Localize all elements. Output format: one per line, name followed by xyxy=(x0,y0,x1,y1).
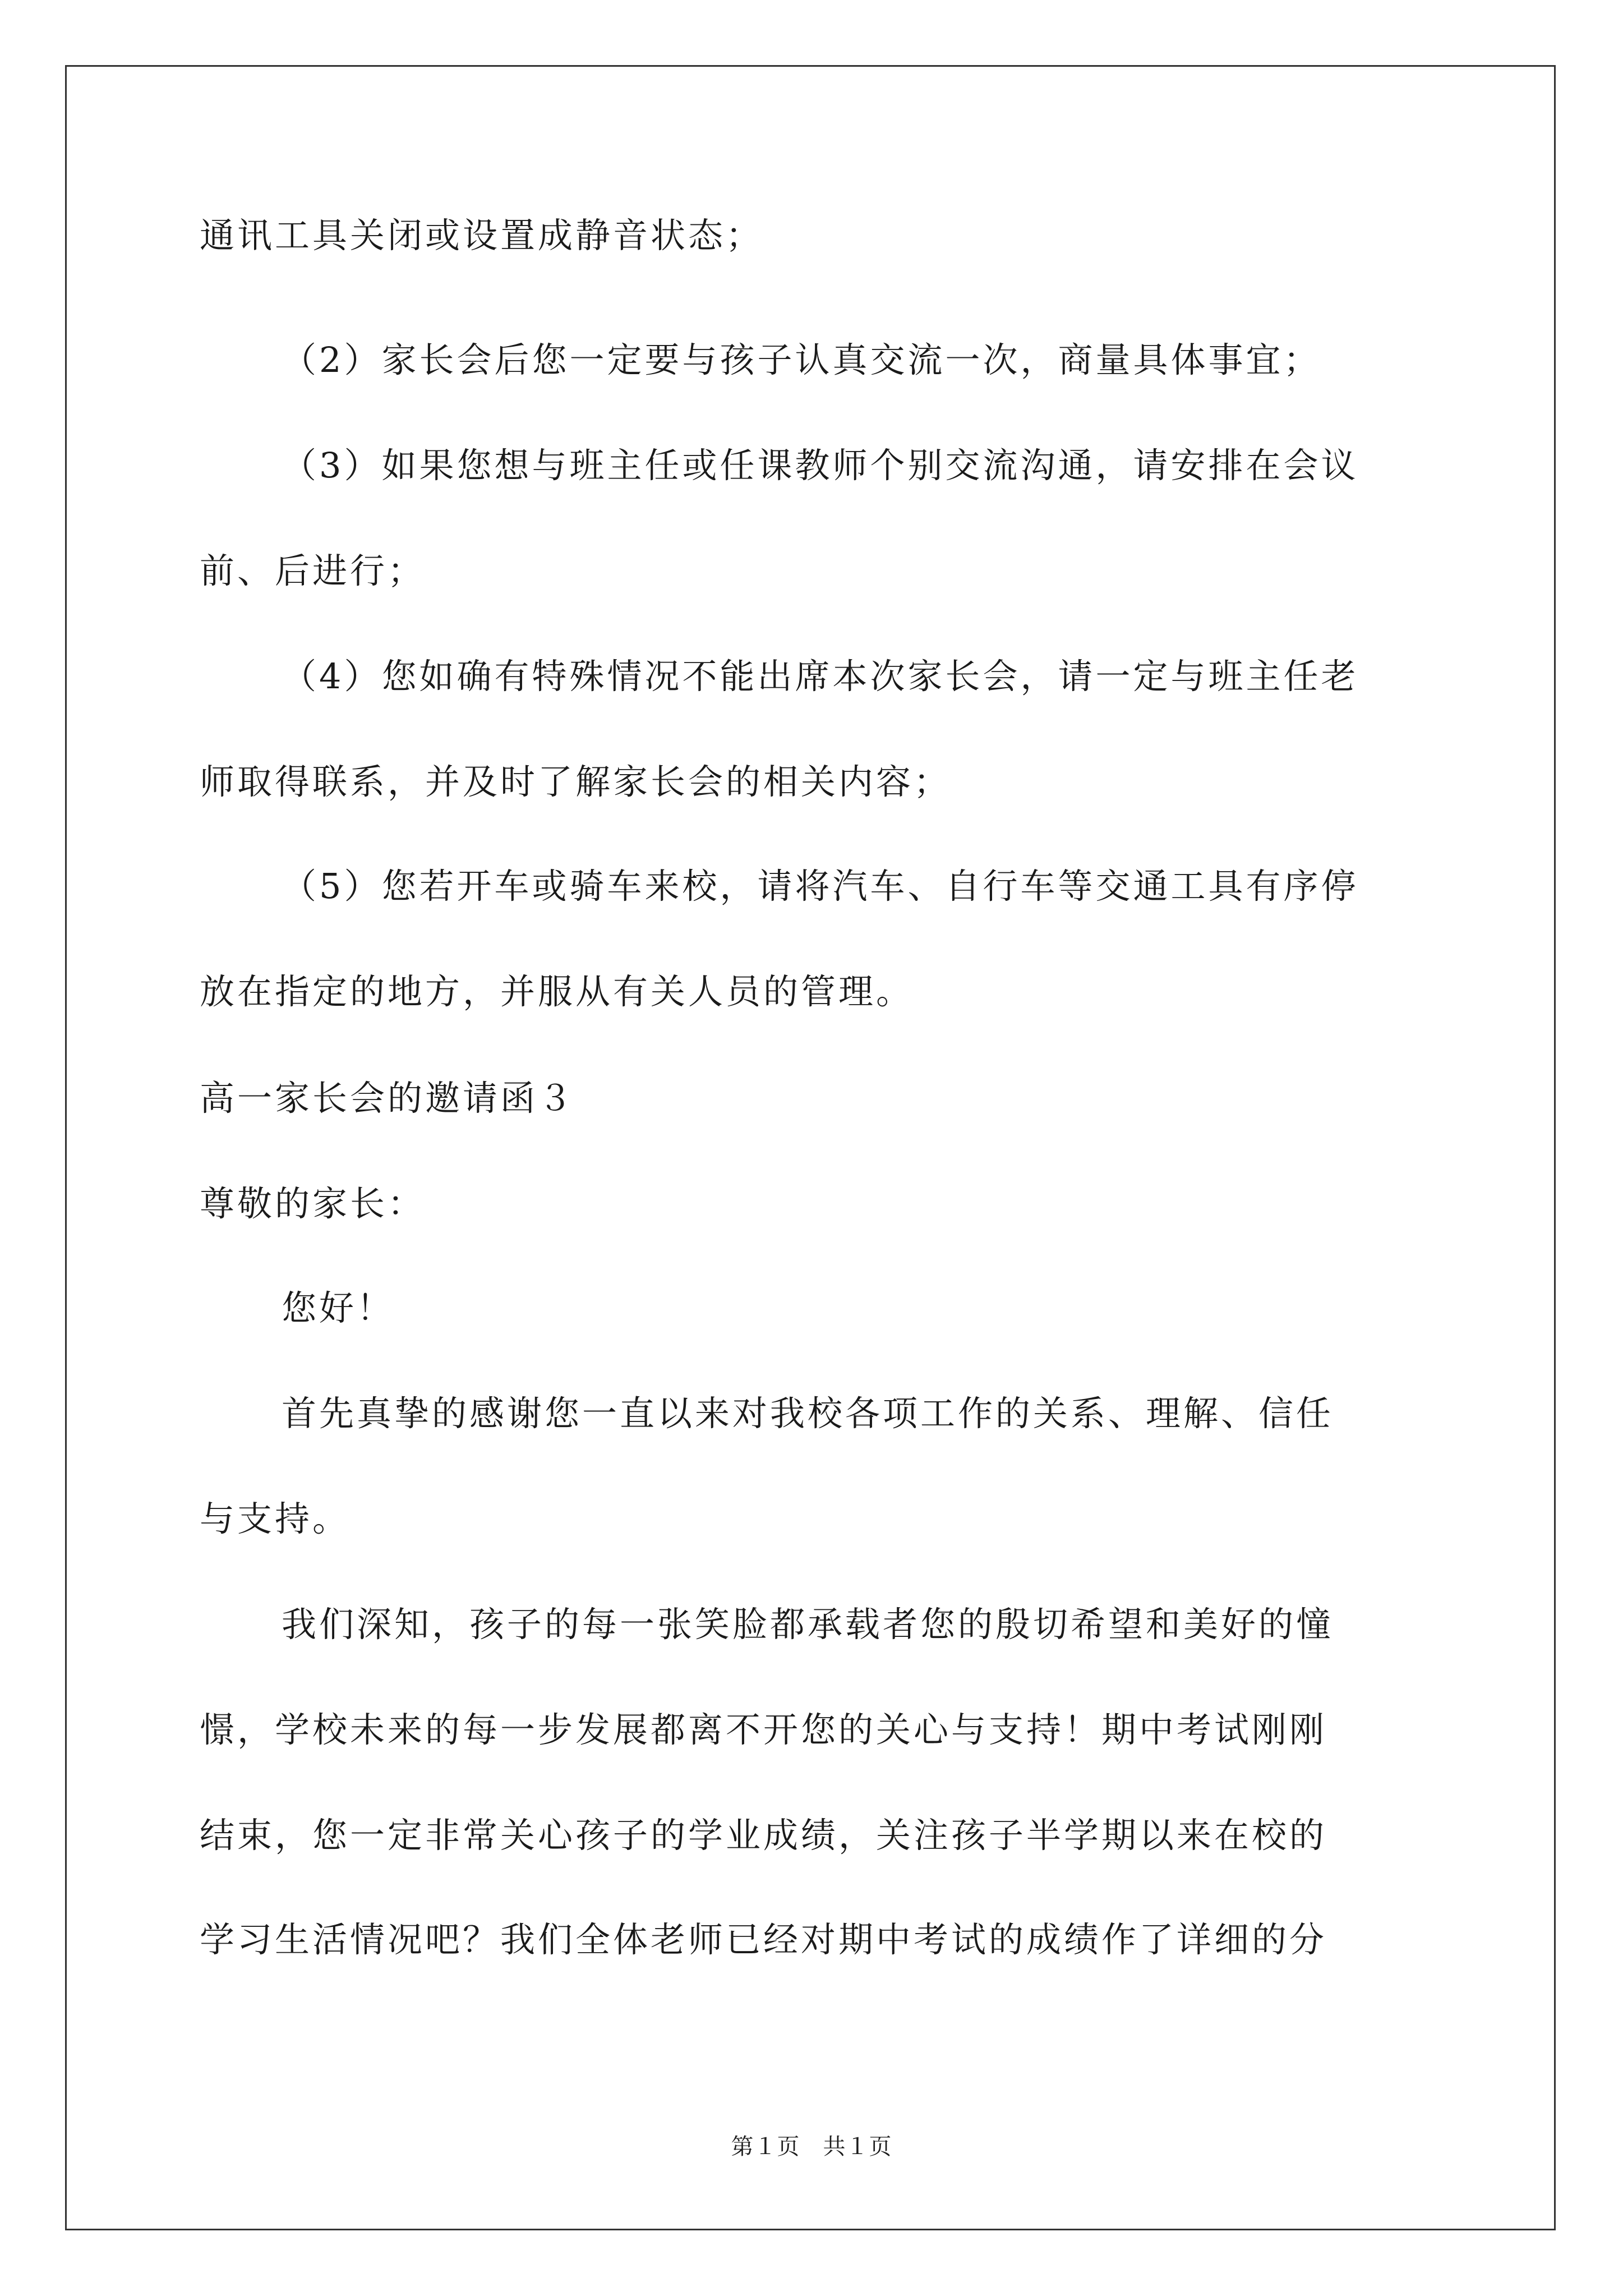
text-line: 首先真挚的感谢您一直以来对我校各项工作的关系、理解、信任 xyxy=(282,1393,1334,1434)
text-line: 放在指定的地方，并服从有关人员的管理。 xyxy=(200,971,914,1012)
text-line: （4）您如确有特殊情况不能出席本次家长会，请一定与班主任老 xyxy=(282,656,1359,697)
text-line: 学习生活情况吧？我们全体老师已经对期中考试的成绩作了详细的分 xyxy=(200,1919,1327,1960)
text-line: 我们深知，孩子的每一张笑脸都承载者您的殷切希望和美好的憧 xyxy=(282,1604,1334,1645)
text-line: （5）您若开车或骑车来校，请将汽车、自行车等交通工具有序停 xyxy=(282,866,1359,907)
page-footer: 第１页 共１页 xyxy=(731,2134,892,2160)
greeting: 您好！ xyxy=(282,1287,395,1328)
text-line: （3）如果您想与班主任或任课教师个别交流沟通，请安排在会议 xyxy=(282,445,1359,486)
document-body xyxy=(200,0,1429,2109)
text-line: 通讯工具关闭或设置成静音状态； xyxy=(200,215,764,256)
text-line: 前、后进行； xyxy=(200,550,426,591)
text-line: 与支持。 xyxy=(200,1498,351,1539)
salutation: 尊敬的家长： xyxy=(200,1183,426,1224)
text-line: 憬，学校未来的每一步发展都离不开您的关心与支持！期中考试刚刚 xyxy=(200,1709,1327,1750)
section-heading: 高一家长会的邀请函３ xyxy=(200,1078,576,1119)
text-line: （2）家长会后您一定要与孩子认真交流一次，商量具体事宜； xyxy=(282,339,1321,380)
text-line: 师取得联系，并及时了解家长会的相关内容； xyxy=(200,761,952,802)
text-line: 结束，您一定非常关心孩子的学业成绩，关注孩子半学期以来在校的 xyxy=(200,1815,1327,1856)
